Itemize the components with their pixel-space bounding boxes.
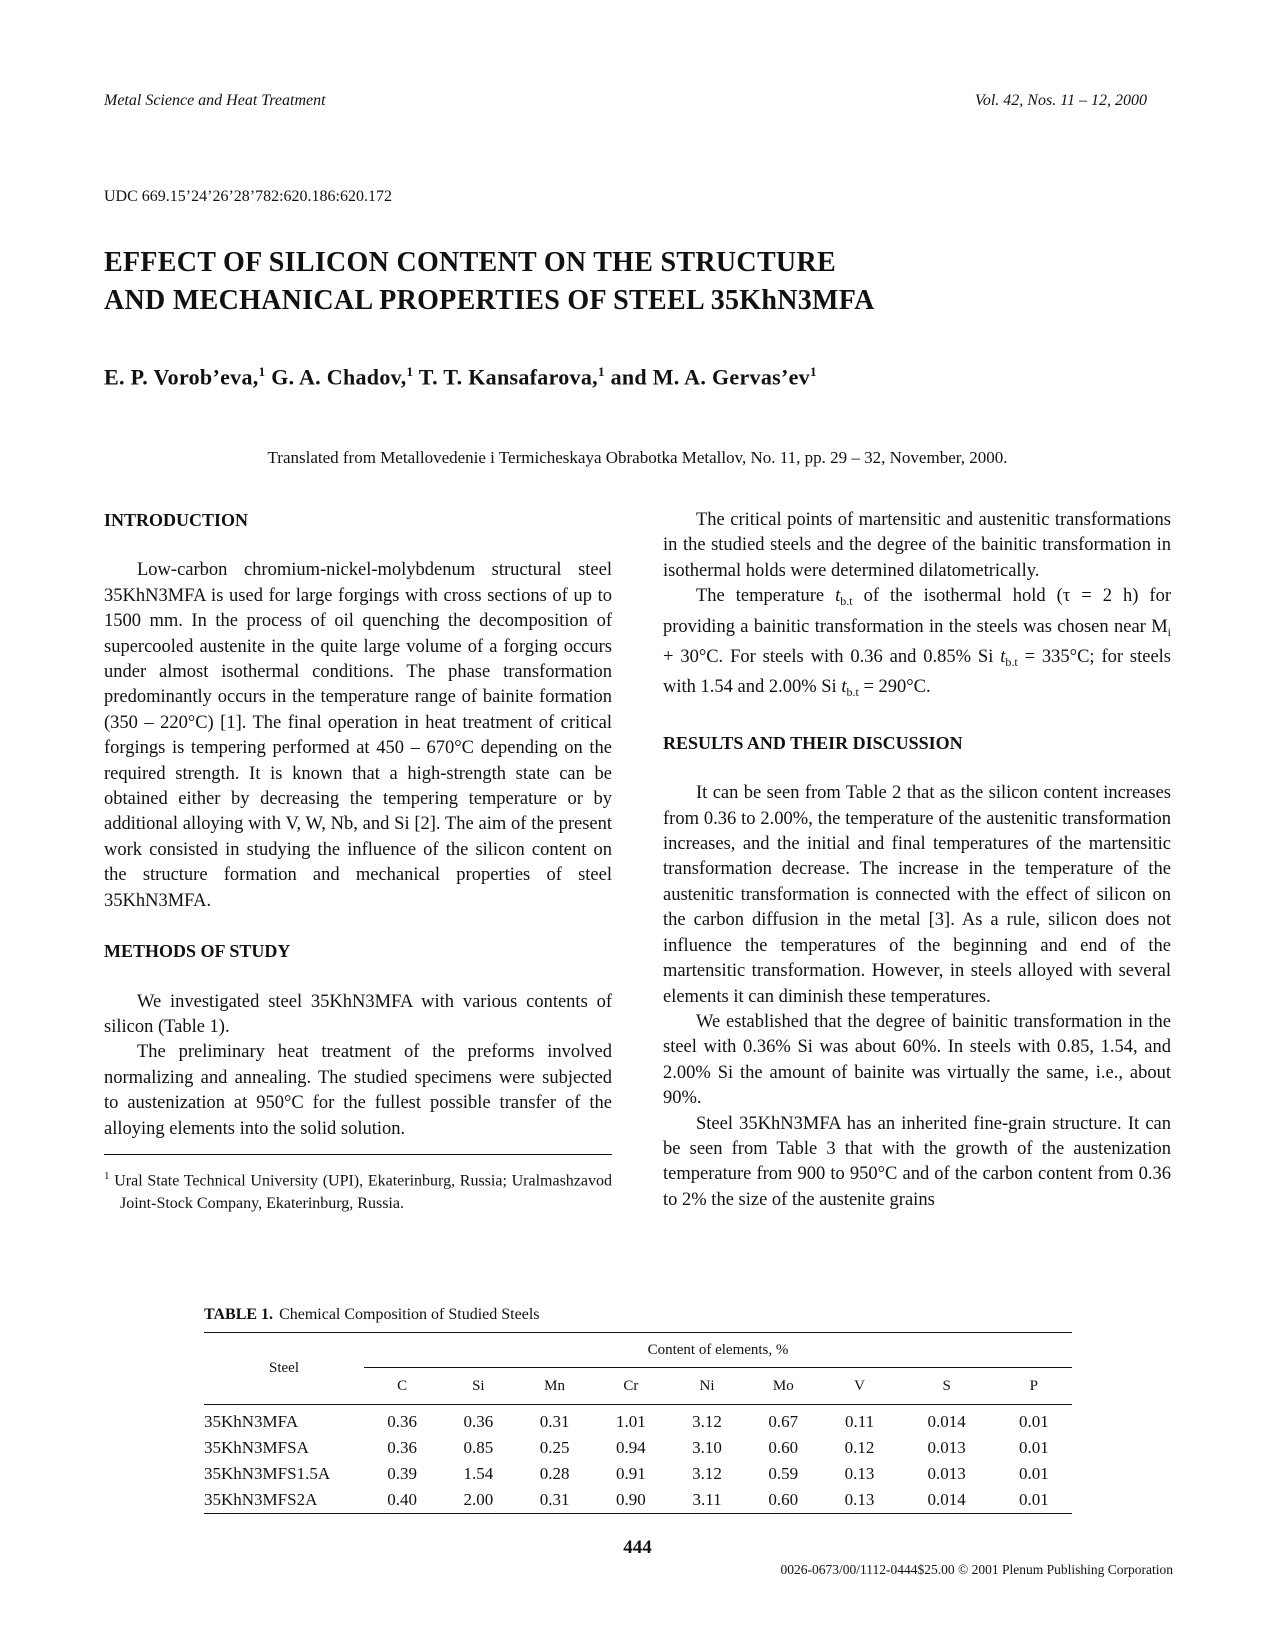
- paragraph: We established that the degree of bainitic transformation in the steel with 0.36% Si was about 60%. In steels with 0.85, 1.54, and 2.00% Si the amount of bainite was virtually the same, i.e., about 90%.: [663, 1011, 1171, 1109]
- journal-name: Metal Science and Heat Treatment: [104, 92, 326, 109]
- author-name: G. A. Chadov,: [271, 364, 407, 390]
- table-cell: 0.013: [927, 1438, 966, 1457]
- column-header: P: [996, 1368, 1072, 1405]
- steel-column-header: Steel: [204, 1333, 364, 1405]
- title-line-2: AND MECHANICAL PROPERTIES OF STEEL 35KhN3MFA: [104, 285, 875, 316]
- table-cell: 0.36: [463, 1412, 494, 1431]
- martensite-subscript: i: [1167, 624, 1171, 639]
- section-heading-results: RESULTS AND THEIR DISCUSSION: [663, 732, 963, 753]
- column-header: S: [898, 1368, 996, 1405]
- table-cell: 0.13: [821, 1487, 897, 1514]
- table-cell: 0.85: [463, 1438, 494, 1457]
- table-cell: 3.12: [692, 1464, 722, 1483]
- column-header: Ni: [669, 1368, 745, 1405]
- author-name: T. T. Kansafarova,: [418, 364, 598, 390]
- paragraph: We investigated steel 35KhN3MFA with various contents of silicon (Table 1).: [104, 991, 612, 1037]
- right-column: [663, 508, 1171, 1213]
- udc-code: UDC 669.15’24’26’28’782:620.186:620.172: [104, 188, 392, 205]
- table-cell: 3.11: [669, 1487, 745, 1514]
- page-number: 444: [623, 1537, 652, 1558]
- table-cell: 0.36: [387, 1412, 417, 1431]
- table-cell: 0.01: [1018, 1438, 1049, 1457]
- table-cell: 0.60: [768, 1438, 799, 1457]
- elements-group-header: Content of elements, %: [364, 1333, 1072, 1368]
- table-cell: 0.25: [539, 1438, 570, 1457]
- footnote: [104, 1165, 612, 1215]
- steel-name-cell: 35KhN3MFA: [204, 1412, 299, 1431]
- column-header: Mo: [745, 1368, 821, 1405]
- table-cell: 0.014: [927, 1412, 966, 1431]
- table-cell: 0.39: [387, 1464, 417, 1483]
- steel-name-cell: 35KhN3MFSA: [204, 1438, 309, 1457]
- table-cell: 0.01: [1018, 1464, 1049, 1483]
- translation-note: Translated from Metallovedenie i Termicheskaya Obrabotka Metallov, No. 11, pp. 29 – 32, November, 2000.: [267, 448, 1008, 467]
- table-cell: 2.00: [440, 1487, 516, 1514]
- author-list: [104, 364, 817, 390]
- table-cell: 0.28: [539, 1464, 570, 1483]
- paragraph-temperature: The temperature $t_{b.t}$ of the isothermal hold (τ = 2 h) for providing a bainitic transformation in the steels was chosen near $M_i + 30^\circ C$. For steels with 0.36 and 0.85% Si $t_{b.t} = 335^\circ C$; for steels with 1.54 and 2.00% Si $t_{b.t} = 290^\circ C$.: [663, 586, 1172, 700]
- paragraph: Steel 35KhN3MFA has an inherited fine-grain structure. It can be seen from Table 3 that with the growth of the austenization temperature from 900 to 950°C and of the carbon content from 0.36 to 2% the size of the austenite grains: [663, 1113, 1171, 1210]
- temperature-subscript: b.t: [840, 594, 853, 609]
- column-header: C: [364, 1368, 440, 1405]
- paragraph: The critical points of martensitic and austenitic transformations in the studied steels and the degree of the bainitic transformation in isothermal holds were determined dilatometrically.: [663, 510, 1171, 581]
- temperature-symbol: t: [841, 677, 847, 698]
- volume-info: Vol. 42, Nos. 11 – 12, 2000: [974, 92, 1147, 109]
- author-affiliation-mark: 1: [406, 364, 414, 379]
- temperature-symbol: t: [1000, 647, 1006, 668]
- footnote-divider: [104, 1154, 612, 1155]
- article-title: [104, 244, 1104, 320]
- table-row: [204, 1435, 1072, 1461]
- table-cell: 0.31: [516, 1487, 592, 1514]
- table-row: [204, 1487, 1072, 1514]
- author-affiliation-mark: 1: [258, 364, 266, 379]
- table-cell: 0.40: [364, 1487, 440, 1514]
- column-header: Si: [440, 1368, 516, 1405]
- paragraph: Low-carbon chromium-nickel-molybdenum structural steel 35KhN3MFA is used for large forgings with cross sections of up to 1500 mm. In the process of oil quenching the decomposition of supercooled austenite in the quite large volume of a forging occurs under almost isothermal conditions. The phase transformation predominantly occurs in the temperature range of bainite formation (350 – 220°C) [1]. The final operation in heat treatment of critical forgings is tempering performed at 450 – 670°C depending on the required strength. It is known that a high-strength state can be obtained either by decreasing the tempering temperature or by additional alloying with V, W, Nb, and Si [2]. The aim of the present work consisted in studying the influence of the silicon content on the structure formation and mechanical properties of steel 35KhN3MFA.: [104, 560, 612, 911]
- paragraph: It can be seen from Table 2 that as the silicon content increases from 0.36 to 2.00%, the temperature of the austenitic transformation increases, and the initial and final temperatures of the martensitic transformation decrease. The increase in the temperature of the austenitic transformation is connected with the effect of silicon on the carbon diffusion in the metal [3]. As a rule, silicon does not influence the temperatures of the beginning and end of the martensitic transformation. However, in steels alloyed with several elements it can diminish these temperatures.: [663, 783, 1171, 1007]
- author-affiliation-mark: 1: [597, 364, 605, 379]
- section-heading-methods: METHODS OF STUDY: [104, 941, 291, 962]
- table-cell: 3.12: [692, 1412, 722, 1431]
- table-cell: 0.01: [996, 1487, 1072, 1514]
- table-cell: 0.67: [768, 1412, 799, 1431]
- temperature-symbol: t: [835, 586, 841, 607]
- temperature-subscript: b.t: [1005, 655, 1018, 670]
- author-name: and M. A. Gervas’ev: [610, 364, 810, 390]
- chemical-composition-table: [204, 1332, 1072, 1514]
- table-cell: 0.013: [927, 1464, 966, 1483]
- paragraph: The preliminary heat treatment of the preforms involved normalizing and annealing. The studied specimens were subjected to austenization at 950°C for the fullest possible transfer of the alloying elements into the solid solution.: [104, 1042, 612, 1139]
- left-column: [104, 508, 612, 1215]
- table-cell: 1.54: [463, 1464, 494, 1483]
- table-cell: 0.12: [844, 1438, 875, 1457]
- table-cell: 0.11: [844, 1412, 875, 1431]
- author-affiliation-mark: 1: [809, 364, 817, 379]
- column-header: Mn: [516, 1368, 592, 1405]
- table-label: TABLE 1.: [204, 1306, 274, 1323]
- table-cell: 0.59: [768, 1464, 799, 1483]
- table-cell: 0.91: [615, 1464, 646, 1483]
- table-cell: 0.94: [615, 1438, 646, 1457]
- table-cell: 1.01: [615, 1412, 646, 1431]
- table-row: [204, 1461, 1072, 1487]
- column-header: Cr: [593, 1368, 669, 1405]
- footnote-text: Ural State Technical University (UPI), Ekaterinburg, Russia; Uralmashzavod Joint-Stock Company, Ekaterinburg, Russia.: [114, 1172, 613, 1213]
- section-heading-introduction: INTRODUCTION: [104, 510, 249, 530]
- table-title: Chemical Composition of Studied Steels: [279, 1306, 540, 1323]
- table-cell: 0.60: [745, 1487, 821, 1514]
- table-cell: 0.90: [593, 1487, 669, 1514]
- footnote-mark: 1: [104, 1169, 110, 1182]
- author-name: E. P. Vorob’eva,: [104, 364, 259, 390]
- table-cell: 0.13: [844, 1464, 875, 1483]
- column-header: V: [821, 1368, 897, 1405]
- steel-name-cell: 35KhN3MFS1.5A: [204, 1464, 331, 1483]
- table-cell: 0.36: [387, 1438, 417, 1457]
- title-line-1: EFFECT OF SILICON CONTENT ON THE STRUCTURE: [104, 247, 836, 278]
- table-body: [204, 1405, 1072, 1514]
- table-cell: 0.014: [898, 1487, 996, 1514]
- table-cell: 0.01: [1018, 1412, 1049, 1431]
- temperature-subscript: b.t: [846, 685, 859, 700]
- table-caption: [204, 1306, 540, 1324]
- table-cell: 0.31: [539, 1412, 570, 1431]
- table-row: [204, 1405, 1072, 1436]
- table-cell: 3.10: [692, 1438, 722, 1457]
- steel-name-cell: 35KhN3MFS2A: [204, 1487, 364, 1514]
- copyright-line: 0026-0673/00/1112-0444$25.00 © 2001 Plenum Publishing Corporation: [780, 1562, 1173, 1577]
